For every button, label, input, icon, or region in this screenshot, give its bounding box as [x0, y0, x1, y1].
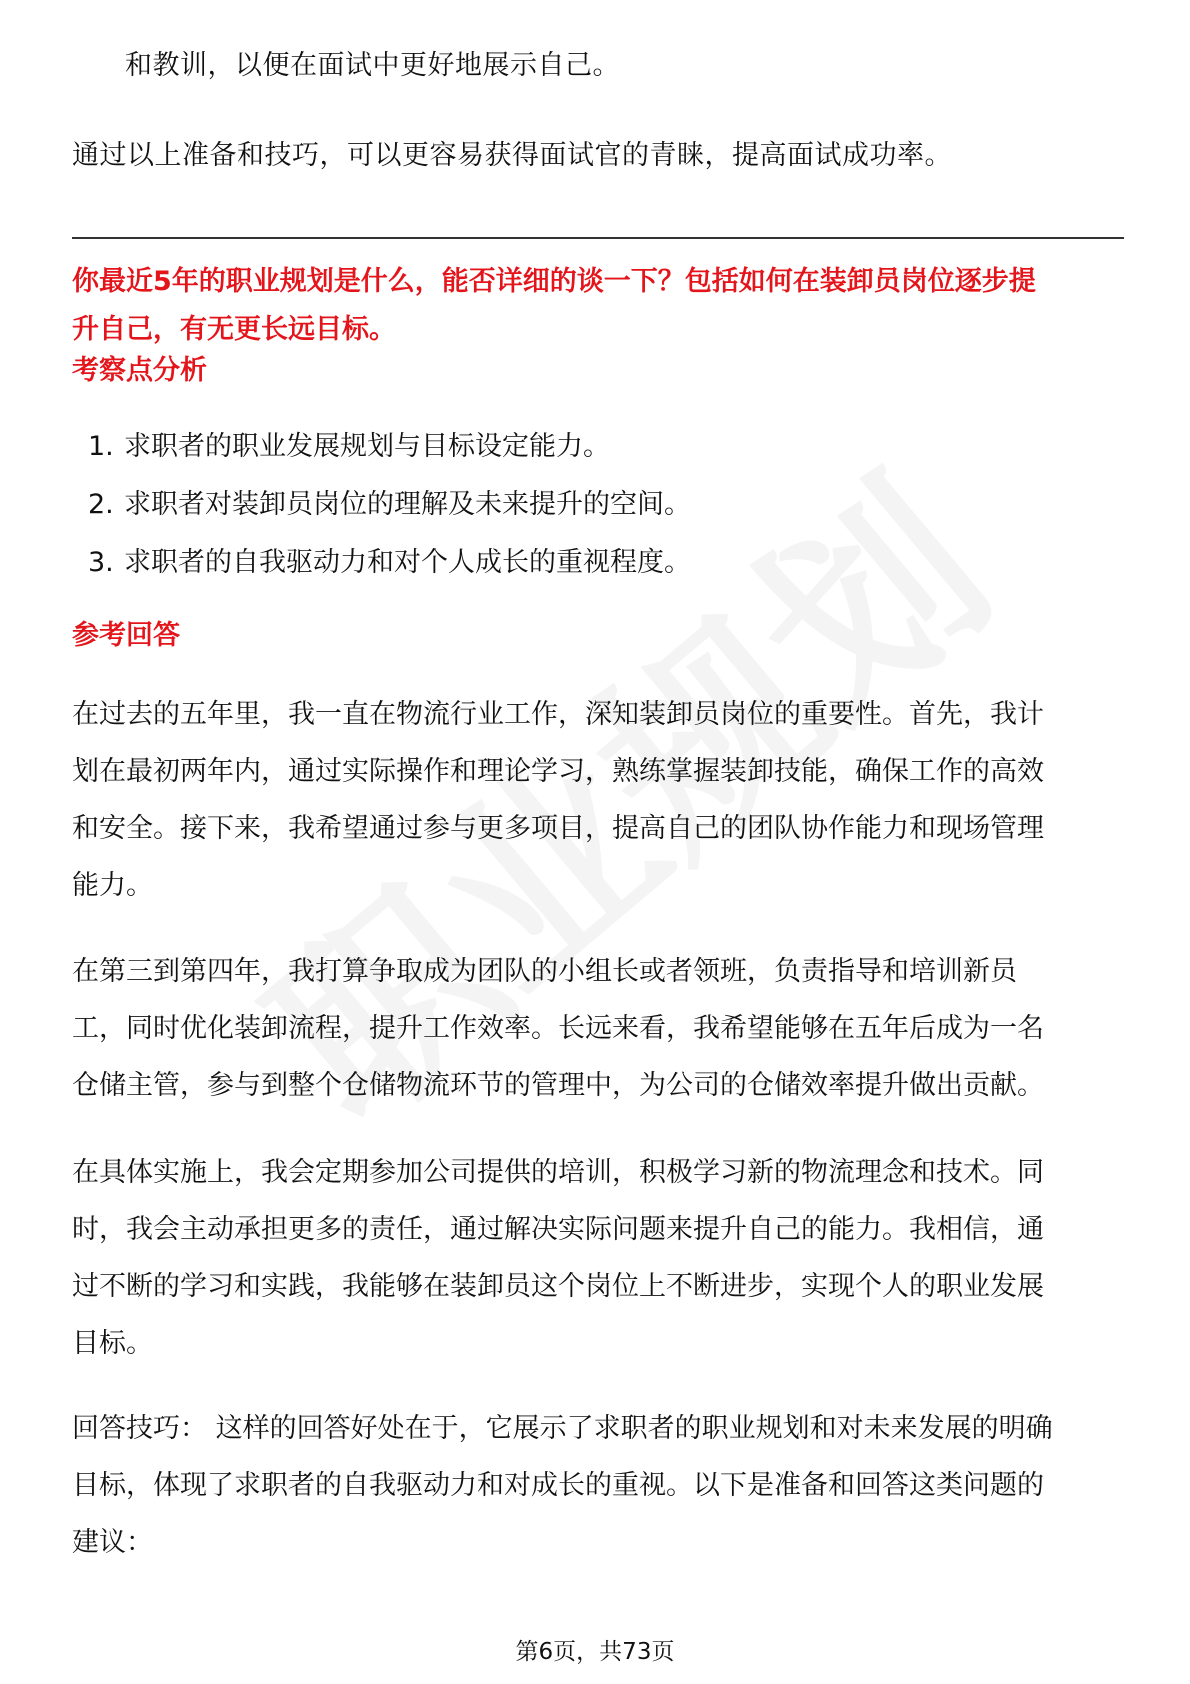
list-number: 3. — [88, 547, 114, 578]
section-divider — [72, 237, 1124, 239]
paragraph-line: 过不断的学习和实践，我能够在装卸员这个岗位上不断进步，实现个人的职业发展 — [72, 1271, 1044, 1302]
question-line: 你最近5年的职业规划是什么，能否详细的谈一下？包括如何在装卸员岗位逐步提 — [72, 266, 1036, 297]
paragraph-line: 仓储主管，参与到整个仓储物流环节的管理中，为公司的仓储效率提升做出贡献。 — [72, 1070, 1044, 1101]
page-number: 第6页，共73页 — [515, 1639, 675, 1665]
paragraph-line: 时，我会主动承担更多的责任，通过解决实际问题来提升自己的能力。我相信，通 — [72, 1214, 1044, 1245]
list-text: 求职者的自我驱动力和对个人成长的重视程度。 — [124, 547, 691, 578]
answer-paragraph — [72, 943, 1044, 1114]
question-line: 升自己，有无更长远目标。 — [72, 314, 396, 345]
paragraph-line: 工，同时优化装卸流程，提升工作效率。长远来看，我希望能够在五年后成为一名 — [72, 1013, 1044, 1044]
paragraph-line: 在过去的五年里，我一直在物流行业工作，深知装卸员岗位的重要性。首先，我计 — [72, 699, 1044, 730]
paragraph-line: 建议： — [72, 1527, 153, 1558]
paragraph-line: 回答技巧： 这样的回答好处在于，它展示了求职者的职业规划和对未来发展的明确 — [72, 1413, 1053, 1444]
summary-text: 通过以上准备和技巧，可以更容易获得面试官的青睐，提高面试成功率。 — [72, 140, 952, 171]
question-heading — [72, 258, 1132, 354]
answer-paragraph — [72, 686, 1044, 914]
paragraph-line: 和安全。接下来，我希望通过参与更多项目，提高自己的团队协作能力和现场管理 — [72, 813, 1044, 844]
paragraph-line: 能力。 — [72, 870, 153, 901]
paragraph-line: 目标，体现了求职者的自我驱动力和对成长的重视。以下是准备和回答这类问题的 — [72, 1470, 1044, 1501]
paragraph-line: 目标。 — [72, 1328, 153, 1359]
list-text: 求职者对装卸员岗位的理解及未来提升的空间。 — [124, 489, 691, 520]
answer-paragraph — [72, 1144, 1044, 1372]
paragraph-line: 在具体实施上，我会定期参加公司提供的培训，积极学习新的物流理念和技术。同 — [72, 1157, 1044, 1188]
continuation-text: 和教训，以便在面试中更好地展示自己。 — [125, 50, 620, 81]
list-item — [88, 487, 691, 523]
list-item — [88, 429, 610, 465]
list-number: 2. — [88, 489, 114, 520]
answer-tips-paragraph — [72, 1400, 1053, 1571]
paragraph-line: 在第三到第四年，我打算争取成为团队的小组长或者领班，负责指导和培训新员 — [72, 956, 1017, 987]
answer-heading: 参考回答 — [72, 620, 180, 651]
list-text: 求职者的职业发展规划与目标设定能力。 — [124, 431, 610, 462]
list-number: 1. — [88, 431, 114, 462]
list-item — [88, 545, 691, 581]
analysis-heading: 考察点分析 — [72, 355, 207, 386]
paragraph-line: 划在最初两年内，通过实际操作和理论学习，熟练掌握装卸技能，确保工作的高效 — [72, 756, 1044, 787]
